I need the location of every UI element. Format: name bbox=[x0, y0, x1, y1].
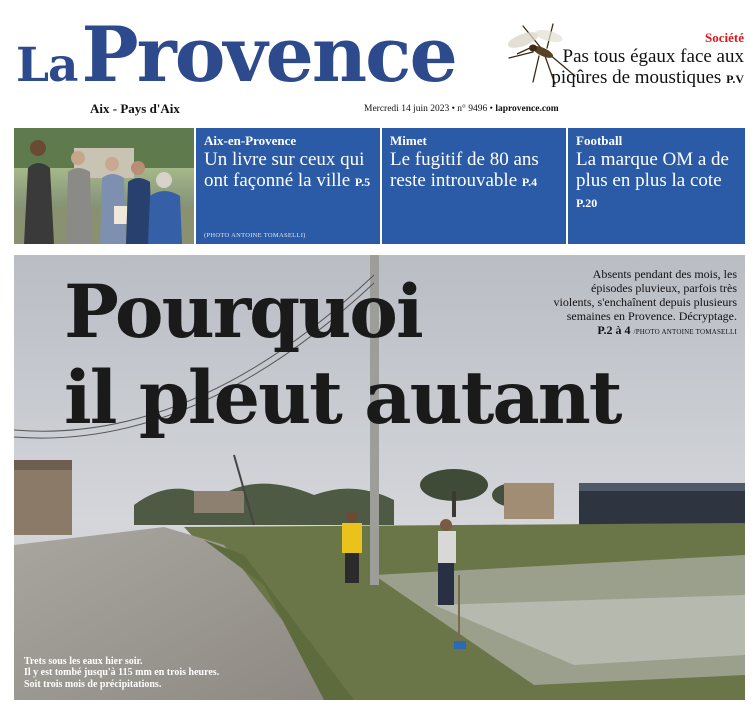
teaser-aix-kicker: Aix-en-Provence bbox=[204, 133, 297, 148]
issue-number: n° 9496 bbox=[457, 104, 488, 114]
teaser-football-page: P.20 bbox=[576, 196, 598, 210]
logo-provence: Provence bbox=[81, 10, 456, 99]
top-teaser-kicker: Société bbox=[705, 30, 744, 45]
main-headline-line1: Pourquoi bbox=[64, 269, 422, 355]
main-story[interactable] bbox=[14, 255, 745, 700]
top-teaser-page: P.V bbox=[726, 72, 744, 86]
main-pages-ref[interactable]: P.2 à 4 bbox=[597, 323, 631, 337]
teaser-aix-page: P.5 bbox=[354, 175, 371, 189]
main-headline bbox=[64, 269, 621, 441]
issue-date: Mercredi 14 juin 2023 bbox=[364, 104, 450, 114]
main-photo-caption bbox=[24, 656, 219, 691]
main-photo-credit: /PHOTO ANTOINE TOMASELLI bbox=[633, 328, 737, 336]
caption-line-2: Il y est tombé jusqu'à 115 mm en trois heures. bbox=[24, 667, 220, 678]
la-provence-logo[interactable] bbox=[16, 10, 456, 99]
teaser-football[interactable] bbox=[568, 128, 745, 244]
teaser-mimet-page: P.4 bbox=[521, 175, 538, 189]
teaser-mimet[interactable] bbox=[382, 128, 566, 244]
caption-line-3: Soit trois mois de précipitations. bbox=[24, 678, 162, 690]
top-teaser[interactable] bbox=[544, 30, 744, 90]
site-link[interactable]: laprovence.com bbox=[495, 104, 559, 114]
teaser-aix[interactable] bbox=[196, 128, 380, 244]
teaser-mimet-kicker: Mimet bbox=[390, 133, 427, 148]
teaser-football-headline: La marque OM a de plus en plus la cote P.20 bbox=[576, 149, 729, 210]
logo-la: La bbox=[16, 38, 78, 93]
top-teaser-headline: Pas tous égaux face aux piqûres de moustiques P.V bbox=[551, 46, 744, 88]
strip-photo-credit: (PHOTO ANTOINE TOMASELLI) bbox=[204, 232, 306, 239]
main-deck bbox=[552, 267, 737, 339]
caption-line-1: Trets sous les eaux hier soir. bbox=[24, 655, 143, 667]
teaser-strip bbox=[14, 128, 745, 244]
masthead bbox=[0, 0, 756, 125]
teaser-aix-headline: Un livre sur ceux qui ont façonné la ville P.5 bbox=[204, 149, 371, 191]
dateline: Mercredi 14 juin 2023 • n° 9496 • laprovence.com bbox=[364, 104, 559, 114]
teaser-mimet-headline: Le fugitif de 80 ans reste introuvable P.4 bbox=[390, 149, 539, 191]
main-headline-line2: il pleut autant bbox=[64, 355, 621, 441]
strip-photo bbox=[14, 128, 194, 244]
teaser-football-kicker: Football bbox=[576, 133, 623, 148]
main-deck-text: Absents pendant des mois, les épisodes pluvieux, parfois très violents, s'enchaînent depuis plusieurs semaines en Provence. Décryptage. bbox=[553, 267, 737, 323]
edition-label: Aix - Pays d'Aix bbox=[90, 101, 180, 116]
